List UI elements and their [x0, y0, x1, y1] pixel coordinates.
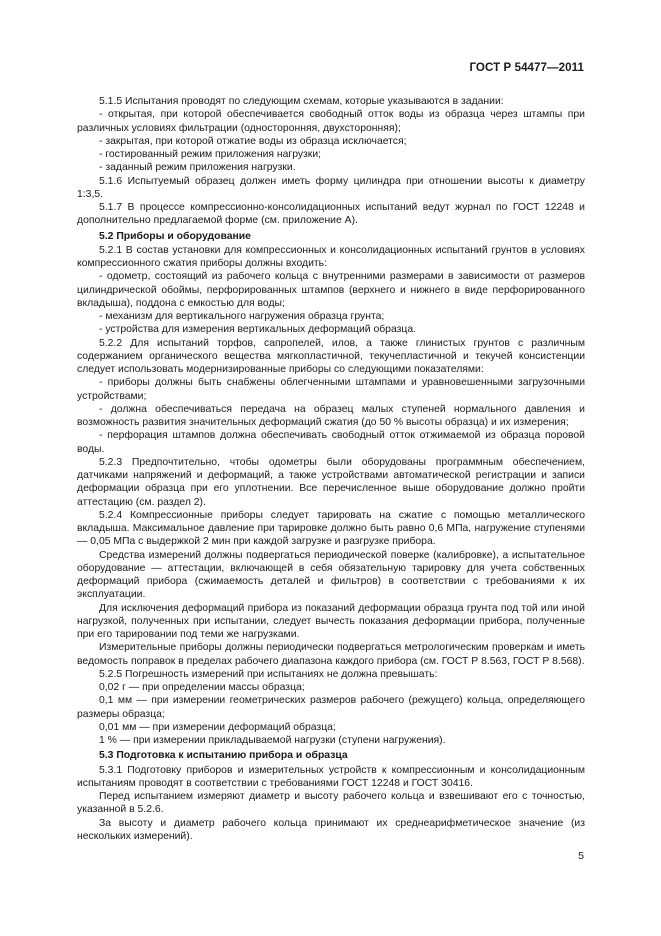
- paragraph: Перед испытанием измеряют диаметр и высоту рабочего кольца и взвешивают его с точностью, указанной в 5.2.6.: [77, 791, 585, 816]
- paragraph: 5.3.1 Подготовку приборов и измерительных устройств к компрессионным и консолидационным испытаниям проводят в соответствии с требованиями ГОСТ 12248 и ГОСТ 30416.: [77, 764, 585, 789]
- list-item: - должна обеспечиваться передача на образец малых ступеней нормального давления и возможность развития значительных деформаций сжатия (до 50 % высоты образца) и их измерения;: [77, 403, 585, 428]
- paragraph: 5.2.3 Предпочтительно, чтобы одометры были оборудованы программным обеспечением, датчиками напряжений и деформаций, а также устройствами автоматической регистрации и записи деформации образца при его уплотнении. Все перечисленное выше оборудование должно пройти аттестацию (см. раздел 2).: [77, 456, 585, 508]
- list-item: - устройства для измерения вертикальных деформаций образца.: [99, 324, 416, 336]
- list-item: 0,01 мм — при измерении деформаций образца;: [99, 721, 336, 733]
- paragraph: 5.2.1 В состав установки для компрессионных и консолидационных испытаний грунтов в условиях компрессионного сжатия приборы должны входить:: [77, 244, 585, 269]
- document-body: [77, 95, 585, 843]
- list-item: 0,02 г — при определении массы образца;: [99, 682, 305, 693]
- list-item: 1 % — при измерении прикладываемой нагрузки (ступени нагружения).: [99, 735, 446, 746]
- paragraph: 5.1.7 В процессе компрессионно-консолидационных испытаний ведут журнал по ГОСТ 12248 и дополнительно предлагаемой форме (см. приложение А).: [77, 202, 585, 227]
- list-item: - приборы должны быть снабжены облегченными штампами и уравновешенными загрузочными устройствами;: [77, 377, 585, 402]
- list-item: - гостированный режим приложения нагрузки;: [99, 149, 322, 160]
- document-header: ГОСТ Р 54477—2011: [469, 62, 584, 74]
- list-item: - открытая, при которой обеспечивается свободный отток воды из образца через штампы при различных условиях фильтрации (односторонняя, двухсторонняя);: [77, 109, 585, 134]
- paragraph: Для исключения деформаций прибора из показаний деформации образца грунта под той или иной нагрузкой, полученных при испытании, следует вычесть показания деформации прибора, полученные при его тарировании под теми же нагрузками.: [77, 602, 585, 640]
- list-item: - закрытая, при которой отжатие воды из образца исключается;: [99, 135, 407, 147]
- paragraph: 5.1.6 Испытуемый образец должен иметь форму цилиндра при отношении высоты к диаметру 1:3,5.: [77, 175, 585, 200]
- paragraph: 5.1.5 Испытания проводят по следующим схемам, которые указываются в задании:: [99, 96, 504, 107]
- section-heading: 5.2 Приборы и оборудование: [99, 230, 251, 242]
- list-item: - одометр, состоящий из рабочего кольца с внутренними размерами в зависимости от размеров цилиндрической обоймы, перфорированных штампов (верхнего и нижнего в виде перфорированного вкладыша), поддона с емкостью для воды;: [77, 271, 585, 309]
- paragraph: Средства измерений должны подвергаться периодической поверке (калибровке), а испытательное оборудование — аттестации, включающей в себя обязательную тарировку для учета собственных деформаций прибора (сжимаемость деталей и фильтров) в соответствии с требованиями к их эксплуатации.: [77, 549, 585, 601]
- section-heading: 5.3 Подготовка к испытанию прибора и образца: [99, 750, 348, 762]
- paragraph: 5.2.5 Погрешность измерений при испытаниях не должна превышать:: [99, 668, 438, 680]
- paragraph: Измерительные приборы должны периодически подвергаться метрологическим проверкам и иметь ведомость поправок в пределах рабочего диапазона каждого прибора (см. ГОСТ Р 8.563, ГОСТ Р 8.568).: [77, 642, 585, 667]
- list-item: - механизм для вертикального нагружения образца грунта;: [99, 311, 385, 322]
- page-number: 5: [578, 850, 584, 862]
- paragraph: 5.2.2 Для испытаний торфов, сапропелей, илов, а также глинистых грунтов с различным содержанием органического вещества мягкопластичной, текучепластичной и текучей консистенции следует использовать модернизированные приборы со следующими показателями:: [77, 337, 585, 375]
- list-item: - заданный режим приложения нагрузки.: [99, 162, 296, 174]
- paragraph: 5.2.4 Компрессионные приборы следует тарировать на сжатие с помощью металлического вкладыша. Максимальное давление при тарировке должно быть равно 0,6 МПа, нагружение ступенями — 0,05 МПа с выдержкой 2 мин при каждой загрузке и разгрузке прибора.: [77, 509, 585, 548]
- list-item: 0,1 мм — при измерении геометрических размеров рабочего (режущего) кольца, определяющего размеры образца;: [77, 695, 585, 720]
- list-item: - перфорация штампов должна обеспечивать свободный отток отжимаемой из образца поровой воды.: [77, 430, 585, 455]
- paragraph: За высоту и диаметр рабочего кольца принимают их среднеарифметическое значение (из нескольких измерений).: [77, 817, 585, 842]
